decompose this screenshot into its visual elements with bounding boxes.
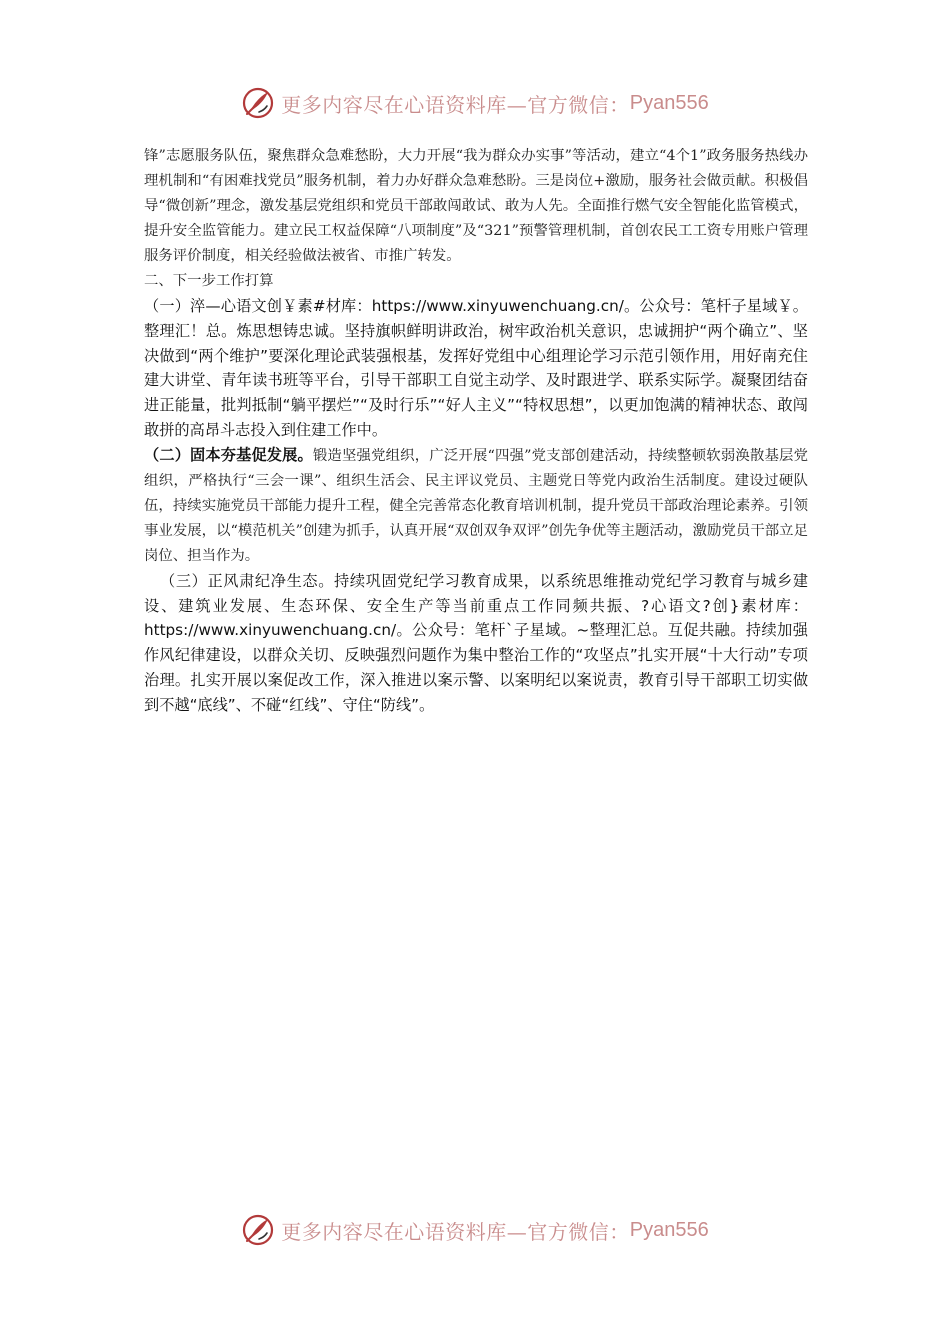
banner-wechat-id: Pyan556	[629, 1218, 709, 1241]
paragraph-1: 锋”志愿服务队伍，聚焦群众急难愁盼，大力开展“我为群众办实事”等活动，建立“4个1”政务服务热线办理机制和“有困难找党员”服务机制，着力办好群众急难愁盼。三是岗位+激励，服务社会做贡献。积极倡导“微创新”理念，激发基层党组织和党员干部敢闯敢试、敢为人先。全面推行燃气安全智能化监管模式，提升安全监管能力。建立民工权益保障“八项制度”及“321”预警管理机制，首创农民工工资专用账户管理服务评价制度，相关经验做法被省、市推广转发。	[144, 148, 808, 264]
item-2-text: 锻造坚强党组织，广泛开展“四强”党支部创建活动，持续整顿软弱涣散基层党组织，严格执行“三会一课”、组织生活会、民主评议党员、主题党日等党内政治生活制度。建设过硬队伍，持续实施党员干部能力提升工程，健全完善常态化教育培训机制，提升党员干部政治理论素养。引领事业发展，以“模范机关”创建为抓手，认真开展“双创双争双评”创先争优等主题活动，激励党员干部立足岗位、担当作为。	[144, 447, 809, 564]
item-2-lead: （二）固本夯基促发展。	[144, 445, 313, 464]
quill-pen-logo-icon	[241, 86, 275, 120]
item-3: （三）正风肃纪净生态。持续巩固党纪学习教育成果，以系统思维推动党纪学习教育与城乡建设、建筑业发展、生态环保、安全生产等当前重点工作同频共振、?心语文?创}素材库：https://www.xinyuwenchuang.cn/。公众号：笔杆`子星域。~整理汇总。互促共融。持续加强作风纪律建设，以群众关切、反映强烈问题作为集中整治工作的“攻坚点”扎实开展“十大行动”专项治理。扎实开展以案促改工作，深入推进以案示警、以案明纪以案说责，教育引导干部职工切实做到不越“底线”、不碰“红线”、守住“防线”。	[144, 571, 808, 714]
header-banner	[0, 83, 950, 123]
item-2	[144, 443, 808, 569]
banner-wechat-id: Pyan556	[629, 91, 709, 114]
document-body	[144, 144, 808, 718]
quill-pen-logo-icon	[241, 1213, 275, 1247]
footer-banner	[0, 1210, 950, 1250]
banner-text: 更多内容尽在心语资料库—官方微信：	[281, 1219, 630, 1244]
section-2-heading: 二、下一步工作打算	[144, 273, 274, 289]
banner-text: 更多内容尽在心语资料库—官方微信：	[281, 92, 630, 117]
item-1: （一）淬—心语文创￥素#材库：https://www.xinyuwenchuang.cn/。公众号：笔杆子星域￥。整理汇！总。炼思想铸忠诚。坚持旗帜鲜明讲政治，树牢政治机关意识，忠诚拥护“两个确立”、坚决做到“两个维护”要深化理论武装强根基，发挥好党组中心组理论学习示范引领作用，用好南充住建大讲堂、青年读书班等平台，引导干部职工自觉主动学、及时跟进学、联系实际学。凝聚团结奋进正能量，批判抵制“躺平摆烂”“及时行乐”“好人主义”“特权思想”，以更加饱满的精神状态、敢闯敢拼的高昂斗志投入到住建工作中。	[144, 297, 808, 439]
